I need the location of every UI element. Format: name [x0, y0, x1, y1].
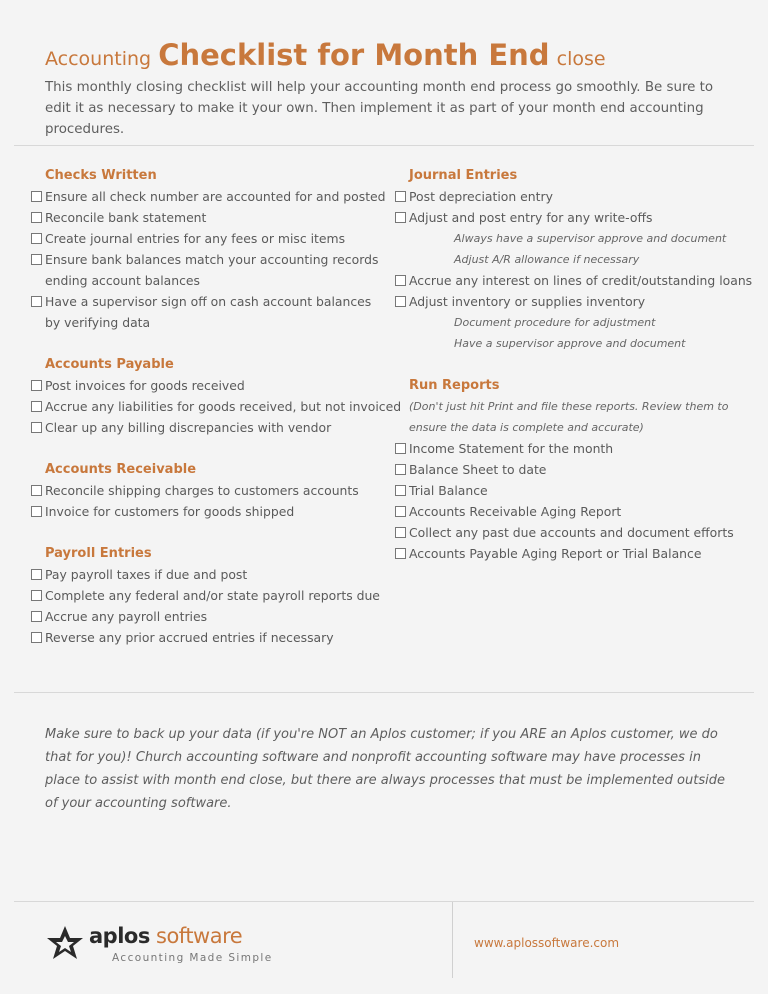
checklist-item[interactable]: Pay payroll taxes if due and post	[30, 564, 380, 585]
checklist-item-continuation: by verifying data	[45, 315, 151, 330]
middle-divider	[14, 692, 754, 693]
checklist-item[interactable]: Accounts Receivable Aging Report	[394, 501, 744, 522]
left-column	[30, 165, 402, 648]
brand-bold: aplos	[89, 924, 150, 948]
checklist-item[interactable]: Adjust inventory or supplies inventory	[394, 291, 744, 312]
checklist-item[interactable]: Accrue any liabilities for goods received, but not invoiced	[30, 396, 380, 417]
checklist-item[interactable]: Ensure bank balances match your accounting records	[30, 249, 380, 270]
checklist-item[interactable]: Adjust and post entry for any write-offs	[394, 207, 744, 228]
section-heading: Checks Written	[45, 168, 157, 183]
checklist-item[interactable]: Create journal entries for any fees or misc items	[30, 228, 380, 249]
checklist-item[interactable]: Ensure all check number are accounted for and posted	[30, 186, 380, 207]
website-link[interactable]: www.aplossoftware.com	[474, 936, 620, 950]
checklist-item[interactable]: Collect any past due accounts and document efforts	[394, 522, 744, 543]
section-heading: Accounts Payable	[45, 357, 174, 372]
checklist-item[interactable]: Post invoices for goods received	[30, 375, 380, 396]
section-note: (Don't just hit Print and file these reports. Review them to	[409, 400, 729, 413]
checklist-item[interactable]: Invoice for customers for goods shipped	[30, 501, 380, 522]
footer-vertical-divider	[452, 902, 453, 978]
checklist-item[interactable]: Accounts Payable Aging Report or Trial Balance	[394, 543, 744, 564]
spacer	[30, 438, 380, 459]
backup-note: Make sure to back up your data (if you're NOT an Aplos customer; if you ARE an Aplos customer, we do that for you)! Church accounting software and nonprofit accounting software may have processes in place to assist with month end close, but there are always processes that must be implemented outside of your accounting software.	[45, 727, 725, 811]
brand-light: software	[149, 924, 243, 948]
brand-tagline: Accounting Made Simple	[112, 952, 273, 964]
checklist-item[interactable]: Reconcile shipping charges to customers accounts	[30, 480, 380, 501]
spacer	[394, 354, 744, 375]
title-main: Checklist for Month End	[158, 38, 550, 72]
checklist-item[interactable]: Accrue any interest on lines of credit/outstanding loans	[394, 270, 744, 291]
spacer	[30, 333, 380, 354]
section-note: ensure the data is complete and accurate)	[409, 421, 644, 434]
checklist-item[interactable]: Reverse any prior accrued entries if necessary	[30, 627, 380, 648]
brand-name	[89, 924, 242, 948]
checklist-item[interactable]: Post depreciation entry	[394, 186, 744, 207]
checklist-item[interactable]: Have a supervisor sign off on cash account balances	[30, 291, 380, 312]
section-heading: Payroll Entries	[45, 546, 152, 561]
spacer	[30, 522, 380, 543]
checklist-note: Always have a supervisor approve and document	[454, 232, 727, 245]
title-suffix: close	[556, 48, 606, 70]
top-divider	[14, 145, 754, 146]
checklist-item[interactable]: Accrue any payroll entries	[30, 606, 380, 627]
footer-divider	[14, 901, 754, 902]
checklist-note: Have a supervisor approve and document	[454, 337, 686, 350]
checklist-item[interactable]: Complete any federal and/or state payroll reports due	[30, 585, 380, 606]
title-prefix: Accounting	[45, 48, 152, 70]
section-heading: Accounts Receivable	[45, 462, 197, 477]
right-column	[394, 165, 753, 564]
checklist-note: Document procedure for adjustment	[454, 316, 656, 329]
checklist-item[interactable]: Clear up any billing discrepancies with vendor	[30, 417, 380, 438]
checklist-item[interactable]: Balance Sheet to date	[394, 459, 744, 480]
checklist-note: Adjust A/R allowance if necessary	[454, 253, 640, 266]
checklist-item[interactable]: Trial Balance	[394, 480, 744, 501]
aplos-star-icon	[45, 925, 85, 961]
checklist-item[interactable]: Reconcile bank statement	[30, 207, 380, 228]
section-heading: Run Reports	[409, 378, 500, 393]
checklist-item-continuation: ending account balances	[45, 273, 200, 288]
page-title	[45, 38, 606, 72]
checklist-item[interactable]: Income Statement for the month	[394, 438, 744, 459]
intro-text: This monthly closing checklist will help your accounting month end process go smoothly. Be sure to edit it as necessary to make it your own. Then implement it as part of your month end accounting procedures.	[45, 80, 714, 137]
section-heading: Journal Entries	[409, 168, 518, 183]
